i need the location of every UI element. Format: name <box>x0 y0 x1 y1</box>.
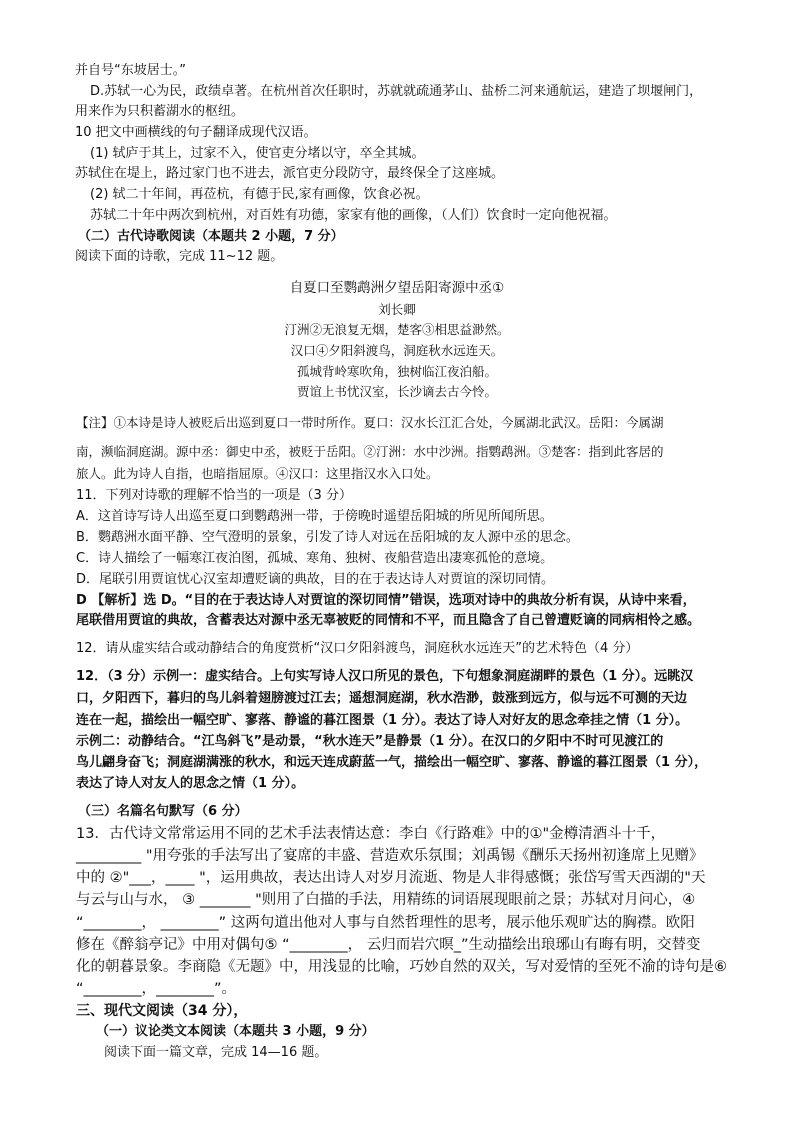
text-line: 并自号“东坡居士。” <box>75 63 186 78</box>
option-b: B．鹦鹉洲水面平静、空气澄明的景象，引发了诗人对远在岳阳城的友人源中丞的思念。 <box>76 530 579 545</box>
question-11: 11．下列对诗歌的理解不恰当的一项是（3 分） <box>76 488 352 503</box>
option-a: A．这首诗写诗人出巡至夏口到鹦鹉洲一带，于傍晚时遥望岳阳城的所见所闻所思。 <box>76 509 553 524</box>
section-heading-recitation: （三）名篇名句默写（6 分） <box>78 804 248 819</box>
question-13: 化的朝暮景象。李商隐《无题》中，用浅显的比喻，巧妙自然的双关，写对爱情的至死不渝的诗句是⑥ <box>76 959 727 975</box>
translation-1: 苏轼住在堤上，路过家门也不进去，派官吏分段防守，最终保全了这座城。 <box>75 166 505 181</box>
text-line: 用来作为只积蓄湖水的枢纽。 <box>75 104 245 119</box>
section-heading-modern: 三、现代文阅读（34 分）， <box>76 1003 248 1019</box>
subsection-heading: （一）议论类文本阅读（本题共 3 小题，9 分） <box>96 1024 375 1039</box>
answer-12: 示例二：动静结合。“江鸟斜飞”是动景，“秋水连天”是静景（1 分）。在汉口的夕阳中不时可见渡江的 <box>76 734 664 749</box>
question-10: 10 把文中画横线的句子翻译成现代汉语。 <box>75 125 317 140</box>
answer-12: 表达了诗人对友人的思念之情（1 分）。 <box>76 776 305 791</box>
question-12: 12．请从虚实结合或动静结合的角度赏析“汉口夕阳斜渡鸟，洞庭秋水远连天”的艺术特色（4 分） <box>76 641 639 656</box>
answer-11: 尾联借用贾谊的典故，含蓄表达对源中丞无辜被贬的同情和不平，而且隐含了自己曾遭贬谪的同病相怜之感。 <box>76 613 701 628</box>
question-13: _________ "用夸张的手法写出了宴席的丰盛、营造欢乐氛围；刘禹锡《酬乐天扬州初逢席上见赠》 <box>76 848 704 864</box>
section-heading-poetry: （二）古代诗歌阅读（本题共 2 小题，7 分） <box>78 229 344 244</box>
poem-line: 贾谊上书忧汉室，长沙谪去古今怜。 <box>296 384 497 399</box>
poem-note: 旅人。此为诗人自指，也暗指屈原。④汉口：这里指汉水入口处。 <box>76 466 439 481</box>
answer-12: 鸟儿翩身奋飞；洞庭湖满涨的秋水，和远天连成蔚蓝一气，描绘出一幅空旷、寥落、静谧的暮江图景（1 分）， <box>76 755 708 770</box>
answer-12: 口，夕阳西下，暮归的鸟儿斜着翅膀渡过江去；遥想洞庭湖，秋水浩渺，鼓涨到远方，似与远不可测的天边 <box>76 691 688 706</box>
translation-2: 苏轼二十年中两次到杭州，对百姓有功德，家家有他的画像，（人们）饮食时一定向他祝福。 <box>90 208 617 223</box>
answer-11: D 【解析】选 D。“目的在于表达诗人对贾谊的深切同情”错误，选项对诗中的典故分析有误，从诗中来看， <box>76 593 696 608</box>
sentence-1: (1) 轼庐于其上，过家不入，使官吏分堵以守，卒全其城。 <box>90 146 425 161</box>
question-13: 与云与山与水， ③ _______ "则用了白描的手法，用精练的词语展现眼前之景；苏轼对月问心，④ <box>76 892 696 908</box>
poem-note: 【注】①本诗是诗人被贬后出巡到夏口一带时所作。夏口：汉水长江汇合处，今属湖北武汉。岳阳：今属湖 <box>76 415 664 430</box>
option-d: D．尾联引用贾谊忧心汉室却遭贬谪的典故，目的在于表达诗人对贾谊的深切同情。 <box>76 572 555 587</box>
option-c: C．诗人描绘了一幅寒江夜泊图，孤城、寒角、独树、夜船营造出凄寒孤怆的意境。 <box>76 551 554 566</box>
answer-12: 12．（3 分）示例一：虚实结合。上句实写诗人汉口所见的景色，下句想象洞庭湖畔的景色（1 分）。远眺汉 <box>76 669 694 684</box>
instruction-line: 阅读下面一篇文章，完成 14—16 题。 <box>104 1045 328 1060</box>
sentence-2: (2) 轼二十年间，再莅杭，有德于民,家有画像，饮食必祝。 <box>90 187 429 202</box>
question-13: 中的 ②"___，____ "，运用典故，表达出诗人对岁月流逝、物是人非得感慨；张岱写雪天西湖的"天 <box>76 870 706 886</box>
poem-title: 自夏口至鹦鹉洲夕望岳阳寄源中丞① <box>289 280 505 296</box>
instruction-line: 阅读下面的诗歌，完成 11~12 题。 <box>75 249 284 264</box>
answer-12: 连在一起，描绘出一幅空旷、寥落、静谧的暮江图景（1 分）。表达了诗人对好友的思念牵挂之情（1 分）。 <box>76 713 689 728</box>
option-d-text: D.苏轼一心为民，政绩卓著。在杭州首次任职时，苏就就疏通茅山、盐桥二河来通航运，建造了坝堰闸门， <box>90 84 703 99</box>
poem-author: 刘长卿 <box>378 302 416 317</box>
question-13: “________， ________” 这两句道出他对人事与自然哲理性的思考，展示他乐观旷达的胸襟。欧阳 <box>76 915 695 931</box>
question-13: 13．古代诗文常常运用不同的艺术手法表情达意：李白《行路难》中的①"金樽清酒斗十千， <box>76 826 666 842</box>
poem-line: 孤城背岭寒吹角，独树临江夜泊船。 <box>296 364 497 379</box>
question-13: “________，________”。 <box>76 981 237 997</box>
question-13: 修在《醉翁亭记》中用对偶句⑤ “________， 云归而岩穴暝_”生动描绘出琅琊山有晦有明，交替变 <box>76 937 701 953</box>
poem-note: 南，濒临洞庭湖。源中丞：御史中丞，被贬于岳阳。②汀洲：水中沙洲。指鹦鹉洲。③楚客：指到此客居的 <box>76 444 664 459</box>
poem-line: 汀洲②无浪复无烟，楚客③相思益渺然。 <box>284 322 510 337</box>
poem-line: 汉口④夕阳斜渡鸟，洞庭秋水远连天。 <box>290 343 504 358</box>
